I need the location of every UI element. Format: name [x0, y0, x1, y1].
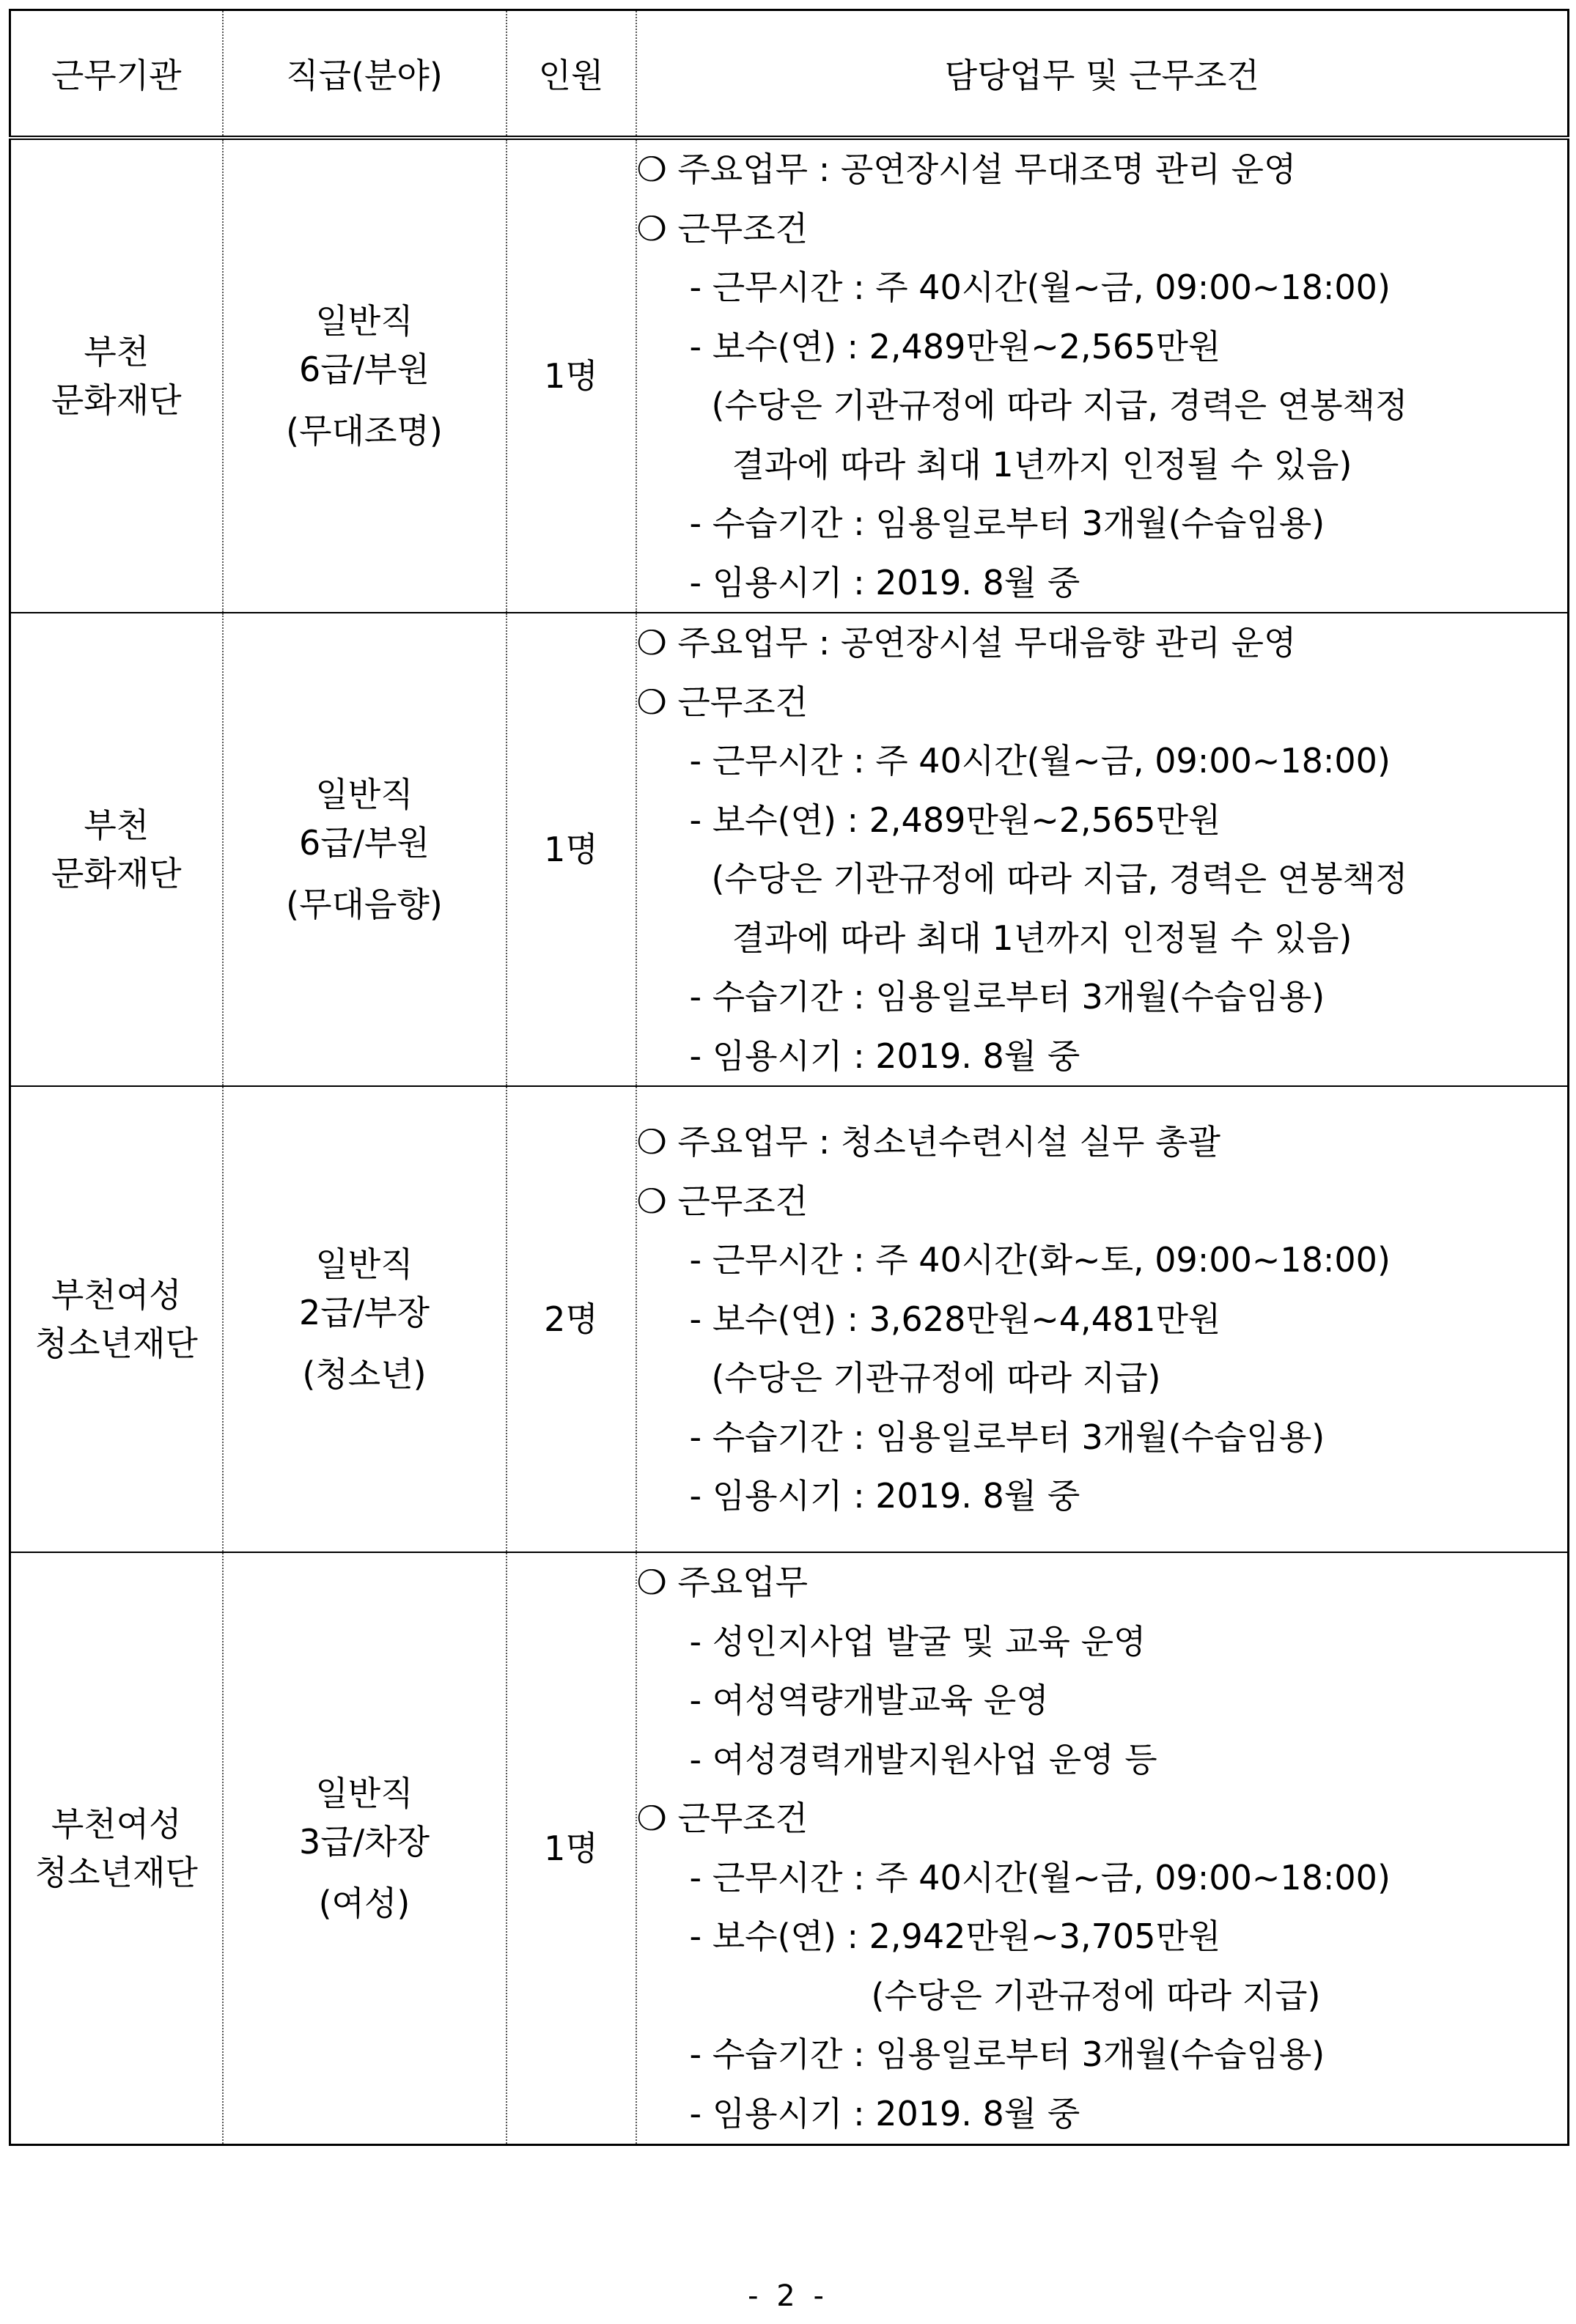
duty-line: ❍ 주요업무 : 공연장시설 무대음향 관리 운영 [636, 623, 1297, 663]
org-cell [10, 1086, 223, 1552]
duty-line: - 임용시기 : 2019. 8월 중 [689, 1036, 1080, 1076]
header-org: 근무기관 [10, 10, 223, 139]
duty-line: - 수습기간 : 임용일로부터 3개월(수습임용) [689, 2035, 1325, 2075]
duty-line: - 성인지사업 발굴 및 교육 운영 [689, 1621, 1146, 1661]
duty-line: - 수습기간 : 임용일로부터 3개월(수습임용) [689, 503, 1325, 543]
org-cell [10, 1552, 223, 2144]
rank-type: 일반직 [315, 775, 413, 814]
table-row [10, 1552, 1569, 2144]
duty-line: - 근무시간 : 주 40시간(월~금, 09:00~18:00) [689, 741, 1391, 781]
duty-line: - 여성경력개발지원사업 운영 등 [689, 1739, 1157, 1779]
duty-line: (수당은 기관규정에 따라 지급, 경력은 연봉책정 [711, 859, 1408, 899]
rank-cell [223, 138, 507, 613]
org-line: 문화재단 [51, 854, 182, 893]
duty-line: ❍ 주요업무 [636, 1563, 809, 1603]
org-line: 부천여성 [51, 1804, 182, 1844]
duty-line: ❍ 근무조건 [636, 208, 809, 248]
duty-line: - 보수(연) : 2,489만원~2,565만원 [689, 800, 1221, 840]
duty-line: ❍ 근무조건 [636, 1799, 809, 1839]
rank-field: (청소년) [302, 1354, 427, 1394]
duty-line: (수당은 기관규정에 따라 지급) [871, 1975, 1321, 2015]
rank-cell [223, 613, 507, 1086]
duty-line: - 근무시간 : 주 40시간(화~토, 09:00~18:00) [689, 1240, 1391, 1280]
duty-line: ❍ 근무조건 [636, 682, 809, 722]
rank-grade: 2급/부장 [298, 1293, 430, 1332]
duty-line: - 여성역량개발교육 운영 [689, 1681, 1049, 1721]
duty-line: (수당은 기관규정에 따라 지급, 경력은 연봉책정 [711, 386, 1408, 425]
org-line: 문화재단 [51, 380, 182, 420]
table-row [10, 613, 1569, 1086]
duty-cell [636, 1552, 1569, 2144]
duty-line: - 근무시간 : 주 40시간(월~금, 09:00~18:00) [689, 268, 1391, 307]
count-cell: 1명 [507, 1552, 636, 2144]
org-cell [10, 613, 223, 1086]
duty-line: 결과에 따라 최대 1년까지 인정될 수 있음) [732, 918, 1352, 958]
duty-line: ❍ 근무조건 [636, 1181, 809, 1221]
duty-line: - 근무시간 : 주 40시간(월~금, 09:00~18:00) [689, 1857, 1391, 1897]
rank-field: (무대음향) [286, 885, 443, 924]
table-row [10, 138, 1569, 613]
duty-line: - 임용시기 : 2019. 8월 중 [689, 2093, 1080, 2133]
duty-line: - 보수(연) : 2,942만원~3,705만원 [689, 1917, 1221, 1957]
duty-line: - 수습기간 : 임용일로부터 3개월(수습임용) [689, 1417, 1325, 1457]
duty-line: - 보수(연) : 2,489만원~2,565만원 [689, 326, 1221, 366]
org-line: 부천 [84, 332, 150, 372]
duty-line: ❍ 주요업무 : 청소년수련시설 실무 총괄 [636, 1122, 1220, 1162]
page-number: - 2 - [748, 2279, 828, 2313]
duty-line: - 보수(연) : 3,628만원~4,481만원 [689, 1299, 1221, 1339]
org-line: 청소년재단 [34, 1852, 198, 1892]
duty-line: - 임용시기 : 2019. 8월 중 [689, 562, 1080, 602]
rank-type: 일반직 [315, 301, 413, 341]
rank-type: 일반직 [315, 1773, 413, 1813]
count-cell: 1명 [507, 138, 636, 613]
rank-type: 일반직 [315, 1244, 413, 1284]
rank-grade: 3급/차장 [298, 1821, 430, 1862]
rank-cell [223, 1552, 507, 2144]
rank-field: (여성) [318, 1883, 410, 1923]
rank-cell [223, 1086, 507, 1552]
duty-cell [636, 138, 1569, 613]
duty-line: - 수습기간 : 임용일로부터 3개월(수습임용) [689, 977, 1325, 1017]
rank-grade: 6급/부원 [298, 350, 430, 389]
header-rank: 직급(분야) [223, 10, 507, 139]
recruitment-table [9, 9, 1569, 2146]
duty-line: - 임용시기 : 2019. 8월 중 [689, 1476, 1080, 1516]
duty-line: 결과에 따라 최대 1년까지 인정될 수 있음) [732, 444, 1352, 484]
org-line: 부천 [84, 805, 150, 845]
table-row [10, 1086, 1569, 1552]
header-count: 인원 [507, 10, 636, 139]
header-duty: 담당업무 및 근무조건 [636, 10, 1569, 139]
table-header-row [10, 10, 1569, 139]
org-cell [10, 138, 223, 613]
count-cell: 2명 [507, 1086, 636, 1552]
duty-line: (수당은 기관규정에 따라 지급) [711, 1358, 1161, 1398]
org-line: 부천여성 [51, 1275, 182, 1315]
org-line: 청소년재단 [34, 1324, 198, 1363]
duty-line: ❍ 주요업무 : 공연장시설 무대조명 관리 운영 [636, 150, 1297, 189]
rank-field: (무대조명) [286, 411, 443, 451]
duty-cell [636, 1086, 1569, 1552]
duty-cell [636, 613, 1569, 1086]
rank-grade: 6급/부원 [298, 823, 430, 863]
count-cell: 1명 [507, 613, 636, 1086]
